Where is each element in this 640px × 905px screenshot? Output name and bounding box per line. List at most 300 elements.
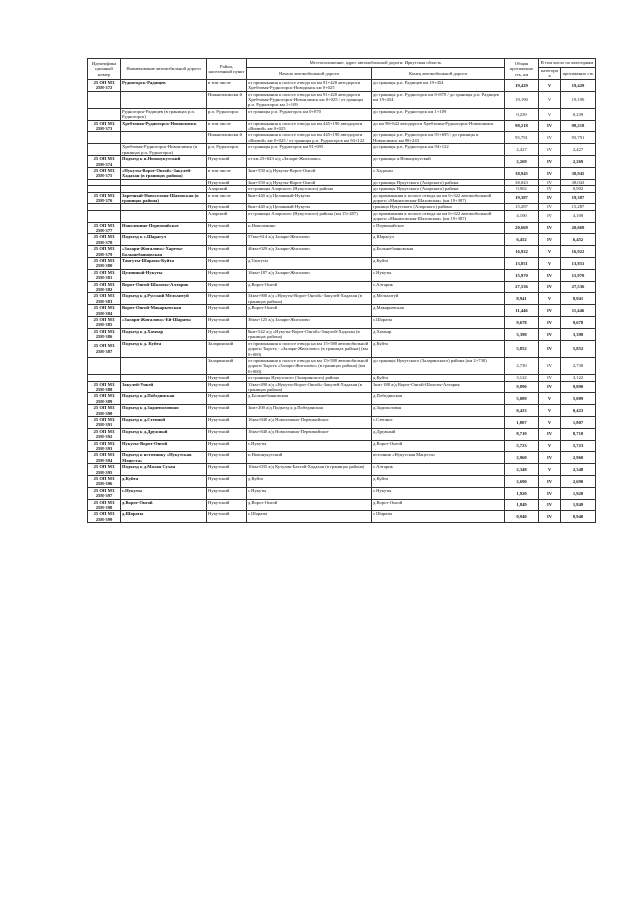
table-row — [88, 108, 596, 120]
row-district: Заларинский — [207, 357, 247, 374]
row-id: 25 ОП МЗ 25Н-393 — [88, 440, 121, 452]
header-category: категори я — [539, 68, 561, 80]
row-name: Подъезд к д.Дружный — [121, 428, 207, 440]
row-start: 34км+900 а/д «Нукуты-Ворот-Онгой»-Закулей-Хадахан (в границах района) — [247, 293, 372, 305]
row-id: 25 ОП МЗ 25Н-382 — [88, 281, 121, 293]
row-length: 1,920 — [505, 487, 539, 499]
row-length: 6,452 — [505, 234, 539, 246]
row-length: 8,710 — [505, 428, 539, 440]
row-district: Нукутский — [207, 281, 247, 293]
row-category-length: 19,190 — [561, 91, 596, 108]
row-length: 15,287 — [505, 204, 539, 210]
row-category-length: 2,427 — [561, 144, 596, 156]
row-category-length: 27,536 — [561, 281, 596, 293]
row-id: 25 ОП МЗ 25Н-387 — [88, 340, 121, 357]
row-end: до границы р.п. Радищев км 19+454 — [372, 79, 505, 91]
row-category-length: 1,920 — [561, 487, 596, 499]
row-district: Нукутский — [207, 317, 247, 329]
row-category: IV — [539, 222, 561, 234]
row-category-length: 38,945 — [561, 167, 596, 179]
row-length: 0,940 — [505, 511, 539, 523]
row-start: д.Ворот-Онгой — [247, 281, 372, 293]
table-row — [88, 452, 596, 464]
row-name: Подъезд к д. Куйта — [121, 340, 207, 357]
row-start: от км 25+643 а/д «Залари-Жигалово» — [247, 156, 372, 168]
row-end: д.Шарагул — [372, 234, 505, 246]
row-end: с.Шараты — [372, 317, 505, 329]
row-name: Рудногорск-Радищев — [121, 79, 207, 91]
row-name — [121, 91, 207, 108]
table-row — [88, 405, 596, 417]
row-category: IV — [539, 499, 561, 511]
row-name: Подъезд к д.Малая Сухая — [121, 464, 207, 476]
row-length: 11,446 — [505, 305, 539, 317]
row-id: 25 ОП МЗ 25Н-379 — [88, 246, 121, 258]
row-end: 3км+188 а/д Ворот-Онгой-Шалоты-Алтарик — [372, 381, 505, 393]
row-end: до границы р.п. Рудногорск км 1+109 — [372, 108, 505, 120]
table-row — [88, 281, 596, 293]
row-end: д.Ворот-Онгой — [372, 499, 505, 511]
row-end: до границы Нукутского (Аларского) района — [372, 179, 505, 185]
row-start: от примыкания к полосе отвода на км 91+420 автодороги Хребтовая-Рудногорск-Новодинск км 0+025 — [247, 79, 372, 91]
row-start: от примыкания к полосе отвода на км 15+580 автомобильной дороги Тырсть «Залари-Жигалово» (в границах района) (км 0+000) — [247, 357, 372, 374]
row-length: 16,922 — [505, 246, 539, 258]
row-district: Нукутский — [207, 499, 247, 511]
row-district: Нукутский — [207, 440, 247, 452]
row-category-length: 0,423 — [561, 405, 596, 417]
row-id: 25 ОП МЗ 25Н-374 — [88, 156, 121, 168]
row-district: Нукутский — [207, 452, 247, 464]
row-name: Подъезд к д.Заднеполовная — [121, 405, 207, 417]
row-end: до примыкания к полосе отвода на км 6+322 автомобильной дороги «Маниловская-Шаховская» (км 19+387) — [372, 192, 505, 204]
table-row — [88, 464, 596, 476]
row-category: V — [539, 464, 561, 476]
row-category: IV — [539, 132, 561, 144]
row-category-length: 19,387 — [561, 192, 596, 204]
row-end: с.Нукуты — [372, 269, 505, 281]
table-row — [88, 357, 596, 374]
header-location: Местоположение, адрес автомобильной дороги: Иркутская область — [247, 59, 505, 68]
row-district: Аларский — [207, 186, 247, 192]
row-length: 2,960 — [505, 452, 539, 464]
row-start: 13км+490 а/д «Нукуты-Ворот-Онгой»-Закулей-Хадахан (в границах района) — [247, 381, 372, 393]
row-name: с.Нукуты — [121, 487, 207, 499]
row-name: Закулей-Ункей — [121, 381, 207, 393]
row-category-length: 2,960 — [561, 452, 596, 464]
row-category: IV — [539, 204, 561, 210]
header-id: Идентифика ционный номер — [88, 59, 121, 80]
table-row — [88, 156, 596, 168]
row-name: Тангуты-Шараты-Куйта — [121, 258, 207, 270]
row-start: от границы р.п. Рудногорск км 0+870 — [247, 108, 372, 120]
row-length: 0,423 — [505, 405, 539, 417]
row-category: IV — [539, 328, 561, 340]
row-id: 25 ОП МЗ 25Н-392 — [88, 428, 121, 440]
row-id: 25 ОП МЗ 25Н-398 — [88, 499, 121, 511]
row-name: Нукуты-Ворот-Онгой — [121, 440, 207, 452]
row-name: д.Шараты — [121, 511, 207, 523]
row-name: Хребтовая-Рудногорск-Новоилимск (в границах р.п. Рудногорск) — [121, 144, 207, 156]
row-category: IV — [539, 179, 561, 185]
row-id: 25 ОП МЗ 25Н-375 — [88, 167, 121, 179]
table-row — [88, 487, 596, 499]
row-district: Аларский — [207, 210, 247, 222]
row-district: Нукутский — [207, 381, 247, 393]
row-length: 9,678 — [505, 317, 539, 329]
row-category-length: 8,941 — [561, 293, 596, 305]
row-district: Нукутский — [207, 305, 247, 317]
row-id: 25 ОП МЗ 25Н-380 — [88, 258, 121, 270]
row-length: 5,089 — [505, 393, 539, 405]
row-category-length: 1,807 — [561, 416, 596, 428]
row-length: 95,791 — [505, 132, 539, 144]
row-category: IV — [539, 511, 561, 523]
header-length: Общая протяженно сть, км — [505, 59, 539, 80]
row-category: V — [539, 416, 561, 428]
row-start: 3км+550 а/д Нукуты-Ворот-Онгой — [247, 167, 372, 179]
row-category: V — [539, 440, 561, 452]
row-district: в том числе — [207, 192, 247, 204]
row-category: V — [539, 246, 561, 258]
row-start: 16км+840 а/д Новоленино-Первомайское — [247, 416, 372, 428]
row-length: 9,890 — [505, 381, 539, 393]
table-row — [88, 246, 596, 258]
row-start: от примыкания к полосе отвода на км 15+580 автомобильной дороги Тырсть - «Залари-Жигалово» (в границах района) (км 0+000) — [247, 340, 372, 357]
row-id: 25 ОП МЗ 25Н-383 — [88, 293, 121, 305]
row-id: 25 ОП МЗ 25Н-377 — [88, 222, 121, 234]
row-name: Рудногорск-Радищев (в границах р.п. Рудногорск) — [121, 108, 207, 120]
row-category-length: 98,218 — [561, 120, 596, 132]
row-id — [88, 144, 121, 156]
row-name: Подъезд к д.Хамхар — [121, 328, 207, 340]
row-category: IV — [539, 340, 561, 357]
row-end: с.Степное — [372, 416, 505, 428]
row-name: Хребтовая-Рудногорск-Новоилимск — [121, 120, 207, 132]
row-length: 0,239 — [505, 108, 539, 120]
row-id: 25 ОП МЗ 25Н-381 — [88, 269, 121, 281]
row-length: 98,218 — [505, 120, 539, 132]
row-id: 25 ОП МЗ 25Н-386 — [88, 328, 121, 340]
row-start: д.Тангуты — [247, 258, 372, 270]
table-row — [88, 328, 596, 340]
row-name: д.Ворот-Онгой — [121, 499, 207, 511]
row-length: 13,851 — [505, 258, 539, 270]
table-row — [88, 234, 596, 246]
row-length: 20,669 — [505, 222, 539, 234]
header-start: Начало автомобильной дороги — [247, 68, 372, 80]
row-length: 0,902 — [505, 186, 539, 192]
row-name: Подъезд к п.Новонукутский — [121, 156, 207, 168]
row-end: с.Алтарик — [372, 464, 505, 476]
row-start: 16км+840 а/д Новоленино-Первомайское — [247, 428, 372, 440]
row-end: граница Нукутского (Аларского) района — [372, 204, 505, 210]
row-district: Нукутский — [207, 393, 247, 405]
table-row — [88, 222, 596, 234]
row-category: IV — [539, 210, 561, 222]
row-end: с.Алтарик — [372, 281, 505, 293]
table-row — [88, 167, 596, 179]
row-start: 36км+125 а/д Залари-Жигалово — [247, 317, 372, 329]
row-id: 25 ОП МЗ 25Н-395 — [88, 464, 121, 476]
row-category-length: 9,678 — [561, 317, 596, 329]
row-category: IV — [539, 120, 561, 132]
row-end: д.Куйта — [372, 258, 505, 270]
row-district: Нукутский — [207, 428, 247, 440]
row-id — [88, 357, 121, 374]
row-category-length: 19,429 — [561, 79, 596, 91]
row-length: 2,427 — [505, 144, 539, 156]
row-start: 10км+035 а/д Кутулик-Бахтай-Хадахан (в границах района) — [247, 464, 372, 476]
row-id — [88, 108, 121, 120]
row-id: 25 ОП МЗ 25Н-385 — [88, 317, 121, 329]
row-category-length: 11,446 — [561, 305, 596, 317]
row-category: IV — [539, 381, 561, 393]
row-end: до границы п.Новонукутский — [372, 156, 505, 168]
row-category: IV — [539, 281, 561, 293]
row-district: в том числе — [207, 167, 247, 179]
row-district: Нижнеилимски й — [207, 91, 247, 108]
row-category: IV — [539, 487, 561, 499]
row-start: 46км+029 а/д Залари-Жигалово — [247, 246, 372, 258]
row-name: Подъезд к д.Побединская — [121, 393, 207, 405]
row-name: Подъезд к с.Шарагул — [121, 234, 207, 246]
row-end: до границы р.п. Рудногорск км 0+870 / до границы р.п. Радищев км 19+454 — [372, 91, 505, 108]
row-id — [88, 91, 121, 108]
row-length: 1,849 — [505, 499, 539, 511]
row-id: 25 ОП МЗ 25Н-373 — [88, 120, 121, 132]
row-district: Нукутский — [207, 464, 247, 476]
row-start: 8км+440 а/д Целинный-Нукуты — [247, 204, 372, 210]
row-end: до границы р.п. Рудногорск км 94+122 — [372, 144, 505, 156]
table-row — [88, 258, 596, 270]
row-start: 8км+440 а/д Целинный-Нукуты — [247, 192, 372, 204]
row-end: д.Задиполовая — [372, 405, 505, 417]
row-id: 25 ОП МЗ 25Н-389 — [88, 393, 121, 405]
row-district: Заларинский — [207, 340, 247, 357]
table-row — [88, 317, 596, 329]
row-length: 3,398 — [505, 328, 539, 340]
row-district: Нукутский — [207, 328, 247, 340]
row-length: 38,043 — [505, 179, 539, 185]
row-category-length: 0,902 — [561, 186, 596, 192]
table-row — [88, 511, 596, 523]
row-end: д.Макарьевская — [372, 305, 505, 317]
row-start: д.Ворот-Онгой — [247, 499, 372, 511]
row-end: д.Куйта — [372, 476, 505, 488]
roads-table — [87, 58, 596, 523]
row-length: 4,100 — [505, 210, 539, 222]
row-id: 25 ОП МЗ 25Н-391 — [88, 416, 121, 428]
row-id: 25 ОП МЗ 25Н-390 — [88, 405, 121, 417]
row-name: Ворот-Онгой-Шалоты-Алтарик — [121, 281, 207, 293]
row-name: Подъезд к источнику «Нукутская Мацеста» — [121, 452, 207, 464]
table-row — [88, 91, 596, 108]
row-id: 25 ОП МЗ 25Н-372 — [88, 79, 121, 91]
row-district: Нукутский — [207, 222, 247, 234]
row-start: от примыкания к полосе отвода на км 91+420 автодороги Хребтовая-Рудногорск-Новоилимск км 0+025 / от границы р.п. Рудногорск км 1+109 — [247, 91, 372, 108]
row-id: 25 ОП МЗ 25Н-384 — [88, 305, 121, 317]
row-district: Нукутский — [207, 375, 247, 381]
row-start: п.Новоленино — [247, 222, 372, 234]
row-id: 25 ОП МЗ 25Н-397 — [88, 487, 121, 499]
row-end: с.Нукуты — [372, 487, 505, 499]
row-length: 5,723 — [505, 440, 539, 452]
row-id: 25 ОП МЗ 25Н-376 — [88, 192, 121, 204]
table-row — [88, 132, 596, 144]
row-category-length: 2,348 — [561, 464, 596, 476]
row-end: до границы Нукутского (Аларского) района — [372, 186, 505, 192]
row-name: Подъезд к д.Русский Мельхитуй — [121, 293, 207, 305]
row-category-length: 2,269 — [561, 156, 596, 168]
row-length: 3,122 — [505, 375, 539, 381]
row-start: с.Нукуты — [247, 440, 372, 452]
row-category: IV — [539, 317, 561, 329]
row-id: 25 ОП МЗ 25Н-396 — [88, 476, 121, 488]
row-length: 1,807 — [505, 416, 539, 428]
row-name: Заречный-Новоселова-Шаховская (в границах района) — [121, 192, 207, 204]
row-district: Нижнеилимски й — [207, 132, 247, 144]
row-name — [121, 357, 207, 374]
row-category: V — [539, 293, 561, 305]
header-end: Конец автомобильной дороги — [372, 68, 505, 80]
row-category-length: 15,970 — [561, 269, 596, 281]
table-row — [88, 210, 596, 222]
row-category: IV — [539, 476, 561, 488]
row-category-length: 3,122 — [561, 375, 596, 381]
table-row — [88, 416, 596, 428]
row-start: с.Шараты — [247, 511, 372, 523]
row-district: Нукутский — [207, 234, 247, 246]
row-category-length: 8,710 — [561, 428, 596, 440]
row-end: д.Куйта — [372, 375, 505, 381]
row-id: 25 ОП МЗ 25Н-388 — [88, 381, 121, 393]
row-end: д.Дружный — [372, 428, 505, 440]
row-start: 8км+542 а/д «Нукуты-Ворот-Онгой»-Закулей-Хадахан (в границах района) — [247, 328, 372, 340]
row-district: Нукутский — [207, 204, 247, 210]
row-category: V — [539, 91, 561, 108]
row-id: 25 ОП МЗ 25Н-399 — [88, 511, 121, 523]
row-start: от примыкания к полосе отвода на км 445+190 автодороги «Вилюй» км 0+025 / от границы р.п. Рудногорск км 94+122 — [247, 132, 372, 144]
row-end: д.Мельхитуй — [372, 293, 505, 305]
table-row — [88, 499, 596, 511]
row-district: Нукутский — [207, 246, 247, 258]
row-category: V — [539, 393, 561, 405]
row-start: д.Куйта — [247, 476, 372, 488]
row-district: Нукутский — [207, 416, 247, 428]
row-district: Нукутский — [207, 179, 247, 185]
row-category-length: 4,100 — [561, 210, 596, 222]
row-end: до км 98+642 автодороги Хребтовая-Рудногорск-Новоилимск — [372, 120, 505, 132]
row-name: Ворот-Онгой-Макарьевская — [121, 305, 207, 317]
row-category: V — [539, 79, 561, 91]
row-district: Нукутский — [207, 405, 247, 417]
row-category: IV — [539, 192, 561, 204]
row-end: с.Хадахан — [372, 167, 505, 179]
row-id — [88, 210, 121, 222]
row-category-length: 13,851 — [561, 258, 596, 270]
row-category: IV — [539, 144, 561, 156]
row-category-length: 2,730 — [561, 357, 596, 374]
header-incl: В том числе по категориям — [539, 59, 596, 68]
header-district: Район, населенный пункт — [207, 59, 247, 80]
row-start: д.Ворот-Онгой — [247, 305, 372, 317]
row-start: от границы р.п. Рудногорск км 91+695 — [247, 144, 372, 156]
row-end: д.Куйта — [372, 340, 505, 357]
row-length: 38,945 — [505, 167, 539, 179]
row-end: с.Первомайское — [372, 222, 505, 234]
row-district: р.п. Рудногорск — [207, 108, 247, 120]
row-name: Новоленино-Первомайское — [121, 222, 207, 234]
row-category-length: 5,852 — [561, 340, 596, 357]
row-name: «Залари-Жигалово»-Ей-Шараты — [121, 317, 207, 329]
table-header-row-1 — [88, 59, 596, 68]
row-end: до границы Нукутского (Заларинского) района (км 2+730) — [372, 357, 505, 374]
row-start: от границы Аларского (Нукутского) района — [247, 186, 372, 192]
row-category: IV — [539, 234, 561, 246]
row-length: 2,348 — [505, 464, 539, 476]
row-start: 3км+550 а/д Нукуты-Ворот-Онгой — [247, 179, 372, 185]
row-category: V — [539, 108, 561, 120]
row-length: 27,536 — [505, 281, 539, 293]
row-id: 25 ОП МЗ 25Н-394 — [88, 452, 121, 464]
row-length: 15,970 — [505, 269, 539, 281]
row-district: в том числе — [207, 120, 247, 132]
row-category-length: 2,690 — [561, 476, 596, 488]
row-end: д.Большебаяновская — [372, 246, 505, 258]
row-category-length: 1,849 — [561, 499, 596, 511]
table-row — [88, 428, 596, 440]
row-category: IV — [539, 428, 561, 440]
row-name — [121, 132, 207, 144]
row-end: с.Шараты — [372, 511, 505, 523]
row-category-length: 6,452 — [561, 234, 596, 246]
row-length: 19,429 — [505, 79, 539, 91]
row-district: Нукутский — [207, 511, 247, 523]
row-category: IV — [539, 375, 561, 381]
table-body — [88, 79, 596, 522]
table-row — [88, 381, 596, 393]
row-name: «Залари-Жигалово»-Хареты-Большебаяновская — [121, 246, 207, 258]
row-category-length: 5,723 — [561, 440, 596, 452]
row-district: Нукутский — [207, 476, 247, 488]
row-category: IV — [539, 186, 561, 192]
row-name: «Нукуты-Ворот-Онгой»-Закулей-Хадахан (в границах района) — [121, 167, 207, 179]
row-length: 19,387 — [505, 192, 539, 204]
row-district: р.п. Рудногорск — [207, 144, 247, 156]
row-category-length: 0,239 — [561, 108, 596, 120]
table-row — [88, 476, 596, 488]
row-category-length: 38,043 — [561, 179, 596, 185]
row-district: Нукутский — [207, 258, 247, 270]
table-row — [88, 440, 596, 452]
row-id: 25 ОП МЗ 25Н-378 — [88, 234, 121, 246]
table-row — [88, 269, 596, 281]
table-row — [88, 293, 596, 305]
row-start: д.Большебаяновская — [247, 393, 372, 405]
row-length: 2,690 — [505, 476, 539, 488]
table-row — [88, 144, 596, 156]
row-category-length: 15,287 — [561, 204, 596, 210]
row-length: 2,730 — [505, 357, 539, 374]
row-length: 8,941 — [505, 293, 539, 305]
row-category: V — [539, 258, 561, 270]
header-length-cat: протяженно сть — [561, 68, 596, 80]
row-start: п.Новонукутский — [247, 452, 372, 464]
row-end: д.Побединская — [372, 393, 505, 405]
row-category: IV — [539, 305, 561, 317]
row-category-length: 5,089 — [561, 393, 596, 405]
row-category-length: 16,922 — [561, 246, 596, 258]
